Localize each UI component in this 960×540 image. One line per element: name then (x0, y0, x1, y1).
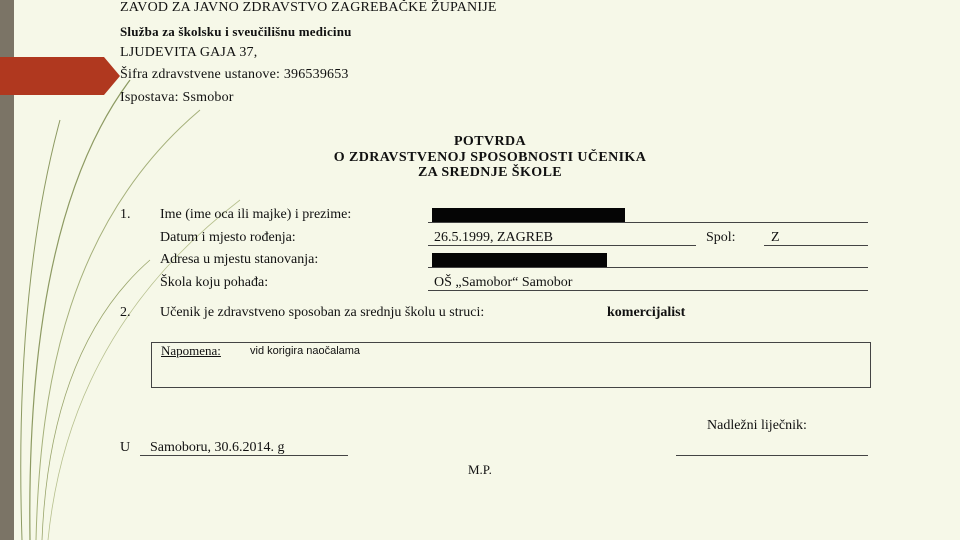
place-date-underline (140, 455, 348, 456)
school-underline (428, 290, 868, 291)
document-subtitle: O ZDRAVSTVENOJ SPOSOBNOSTI UČENIKA (333, 150, 647, 165)
dob-value: 26.5.1999, ZAGREB (434, 230, 553, 245)
document-title: POTVRDA (453, 134, 527, 149)
branch-office: Ispostava: Ssmobor (120, 90, 234, 105)
school-label: Škola koju pohađa: (160, 275, 269, 290)
stamp-mark: M.P. (468, 462, 492, 477)
sex-value: Z (771, 230, 780, 245)
fitness-value: komercijalist (607, 305, 686, 320)
institution-code: Šifra zdravstvene ustanove: 396539653 (120, 67, 349, 82)
section-1-number: 1. (120, 207, 131, 222)
sex-label: Spol: (706, 230, 736, 245)
address-label: Adresa u mjestu stanovanja: (160, 252, 319, 267)
institution-name: ZAVOD ZA JAVNO ZDRAVSTVO ZAGREBAČKE ŽUPANIJE (120, 0, 497, 15)
document-subtitle-2: ZA SREDNJE ŠKOLE (417, 165, 563, 180)
school-value: OŠ „Samobor“ Samobor (434, 275, 573, 290)
service-name: Služba za školsku i sveučilišnu medicinu (120, 24, 352, 39)
redacted-name (432, 208, 625, 223)
place-prefix: U (120, 440, 131, 455)
name-label: Ime (ime oca ili majke) i prezime: (160, 207, 352, 222)
note-label: Napomena: (161, 343, 221, 358)
place-date: Samoboru, 30.6.2014. g (150, 440, 285, 455)
redacted-address (432, 253, 607, 267)
institution-address: LJUDEVITA GAJA 37, (120, 45, 258, 60)
doctor-label: Nadležni liječnik: (707, 418, 807, 433)
note-text: vid korigira naočalama (250, 345, 361, 357)
dob-underline (428, 245, 696, 246)
sex-underline (764, 245, 868, 246)
doctor-signature-line (676, 455, 868, 456)
address-underline (428, 267, 868, 268)
dob-label: Datum i mjesto rođenja: (160, 230, 296, 245)
name-underline (428, 222, 868, 223)
fitness-label: Učenik je zdravstveno sposoban za srednju školu u struci: (160, 305, 485, 320)
section-2-number: 2. (120, 305, 131, 320)
accent-tab (0, 57, 120, 95)
